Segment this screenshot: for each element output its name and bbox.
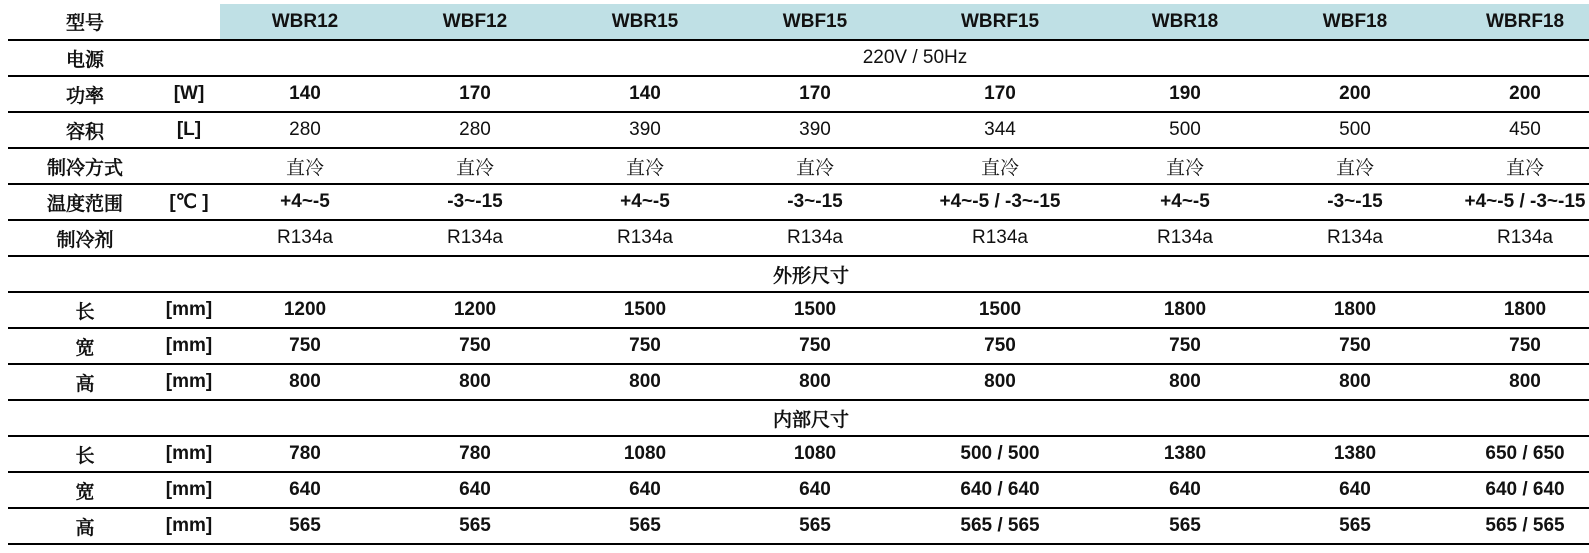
cell-temp-4: +4~-5 / -3~-15 [900,184,1100,220]
cell-power-1: 170 [390,76,560,112]
cell-outer-height-1: 800 [390,364,560,400]
cell-outer-height-6: 800 [1270,364,1440,400]
model-header-2: WBR15 [560,4,730,40]
table-row [8,328,1589,364]
header-label-model: 型号 [8,4,158,40]
cell-inner-width-7: 640 / 640 [1440,472,1589,508]
cell-inner-width-6: 640 [1270,472,1440,508]
cell-volume-3: 390 [730,112,900,148]
cell-power-4: 170 [900,76,1100,112]
cell-outer-width-1: 750 [390,328,560,364]
cell-outer-width-3: 750 [730,328,900,364]
row-unit-cooling-type [158,148,220,184]
row-unit-power-supply [158,40,220,76]
row-label-refrigerant: 制冷剂 [8,220,158,256]
table-row [8,472,1589,508]
cell-inner-length-2: 1080 [560,436,730,472]
cell-inner-length-6: 1380 [1270,436,1440,472]
row-unit-inner-length: [mm] [158,436,220,472]
row-label-cooling-type: 制冷方式 [8,148,158,184]
cell-outer-width-2: 750 [560,328,730,364]
cell-inner-length-7: 650 / 650 [1440,436,1589,472]
cell-inner-height-6: 565 [1270,508,1440,544]
model-header-3: WBF15 [730,4,900,40]
cell-outer-length-7: 1800 [1440,292,1589,328]
cell-inner-length-1: 780 [390,436,560,472]
cell-cooling-6: 直冷 [1270,148,1440,184]
table-row [8,76,1589,112]
table-row-power-supply [8,40,1589,76]
cell-inner-width-1: 640 [390,472,560,508]
cell-cooling-5: 直冷 [1100,148,1270,184]
cell-outer-length-3: 1500 [730,292,900,328]
cell-outer-length-0: 1200 [220,292,390,328]
cell-outer-height-4: 800 [900,364,1100,400]
cell-power-6: 200 [1270,76,1440,112]
cell-temp-7: +4~-5 / -3~-15 [1440,184,1589,220]
cell-power-2: 140 [560,76,730,112]
cell-inner-width-5: 640 [1100,472,1270,508]
row-label-outer-width: 宽 [8,328,158,364]
cell-inner-height-3: 565 [730,508,900,544]
cell-inner-width-4: 640 / 640 [900,472,1100,508]
cell-outer-length-5: 1800 [1100,292,1270,328]
table-row [8,436,1589,472]
table-row [8,220,1589,256]
cell-temp-3: -3~-15 [730,184,900,220]
row-label-power-supply: 电源 [8,40,158,76]
section-row-inner-dimensions [8,400,1589,436]
row-unit-inner-width: [mm] [158,472,220,508]
row-label-inner-length: 长 [8,436,158,472]
header-unit-blank [158,4,220,40]
cell-refrigerant-1: R134a [390,220,560,256]
cell-outer-width-4: 750 [900,328,1100,364]
cell-inner-height-1: 565 [390,508,560,544]
specification-table [8,4,1589,545]
cell-temp-2: +4~-5 [560,184,730,220]
section-row-outer-dimensions [8,256,1589,292]
cell-outer-length-1: 1200 [390,292,560,328]
cell-volume-0: 280 [220,112,390,148]
cell-volume-4: 344 [900,112,1100,148]
cell-power-3: 170 [730,76,900,112]
model-header-5: WBR18 [1100,4,1270,40]
cell-inner-height-7: 565 / 565 [1440,508,1589,544]
model-header-7: WBRF18 [1440,4,1589,40]
cell-inner-length-5: 1380 [1100,436,1270,472]
cell-cooling-7: 直冷 [1440,148,1589,184]
row-unit-outer-length: [mm] [158,292,220,328]
row-label-power: 功率 [8,76,158,112]
row-unit-refrigerant [158,220,220,256]
row-unit-outer-height: [mm] [158,364,220,400]
row-label-outer-height: 高 [8,364,158,400]
row-unit-temperature-range: [℃ ] [158,184,220,220]
table-row [8,508,1589,544]
cell-refrigerant-5: R134a [1100,220,1270,256]
cell-outer-length-4: 1500 [900,292,1100,328]
cell-temp-5: +4~-5 [1100,184,1270,220]
cell-refrigerant-7: R134a [1440,220,1589,256]
cell-outer-width-7: 750 [1440,328,1589,364]
row-unit-outer-width: [mm] [158,328,220,364]
cell-inner-height-4: 565 / 565 [900,508,1100,544]
model-header-1: WBF12 [390,4,560,40]
cell-outer-height-2: 800 [560,364,730,400]
cell-power-0: 140 [220,76,390,112]
cell-outer-length-6: 1800 [1270,292,1440,328]
cell-outer-width-0: 750 [220,328,390,364]
model-header-4: WBRF15 [900,4,1100,40]
cell-inner-width-0: 640 [220,472,390,508]
cell-outer-height-3: 800 [730,364,900,400]
cell-inner-height-0: 565 [220,508,390,544]
row-label-outer-length: 长 [8,292,158,328]
cell-outer-height-7: 800 [1440,364,1589,400]
cell-temp-1: -3~-15 [390,184,560,220]
cell-temp-6: -3~-15 [1270,184,1440,220]
cell-inner-length-0: 780 [220,436,390,472]
table-row [8,292,1589,328]
cell-refrigerant-3: R134a [730,220,900,256]
cell-inner-height-2: 565 [560,508,730,544]
cell-inner-length-4: 500 / 500 [900,436,1100,472]
cell-refrigerant-0: R134a [220,220,390,256]
table-row [8,112,1589,148]
model-header-0: WBR12 [220,4,390,40]
cell-volume-5: 500 [1100,112,1270,148]
cell-outer-height-0: 800 [220,364,390,400]
section-title-outer-dimensions: 外形尺寸 [8,256,1589,292]
row-label-temperature-range: 温度范围 [8,184,158,220]
model-header-6: WBF18 [1270,4,1440,40]
cell-volume-2: 390 [560,112,730,148]
cell-volume-7: 450 [1440,112,1589,148]
section-title-inner-dimensions: 内部尺寸 [8,400,1589,436]
table-row [8,364,1589,400]
row-value-power-supply-all: 220V / 50Hz [220,40,1589,76]
cell-outer-width-6: 750 [1270,328,1440,364]
row-label-inner-width: 宽 [8,472,158,508]
cell-outer-length-2: 1500 [560,292,730,328]
cell-cooling-2: 直冷 [560,148,730,184]
cell-inner-height-5: 565 [1100,508,1270,544]
cell-cooling-3: 直冷 [730,148,900,184]
cell-outer-height-5: 800 [1100,364,1270,400]
cell-refrigerant-2: R134a [560,220,730,256]
table-row [8,148,1589,184]
cell-volume-6: 500 [1270,112,1440,148]
table-row [8,184,1589,220]
cell-outer-width-5: 750 [1100,328,1270,364]
row-unit-volume: [L] [158,112,220,148]
cell-power-7: 200 [1440,76,1589,112]
specification-table-container [0,4,1589,545]
cell-inner-width-3: 640 [730,472,900,508]
cell-cooling-1: 直冷 [390,148,560,184]
cell-cooling-4: 直冷 [900,148,1100,184]
row-label-inner-height: 高 [8,508,158,544]
cell-temp-0: +4~-5 [220,184,390,220]
cell-refrigerant-6: R134a [1270,220,1440,256]
cell-volume-1: 280 [390,112,560,148]
cell-cooling-0: 直冷 [220,148,390,184]
cell-inner-length-3: 1080 [730,436,900,472]
row-label-volume: 容积 [8,112,158,148]
cell-inner-width-2: 640 [560,472,730,508]
table-header-row [8,4,1589,40]
row-unit-power: [W] [158,76,220,112]
cell-power-5: 190 [1100,76,1270,112]
cell-refrigerant-4: R134a [900,220,1100,256]
row-unit-inner-height: [mm] [158,508,220,544]
